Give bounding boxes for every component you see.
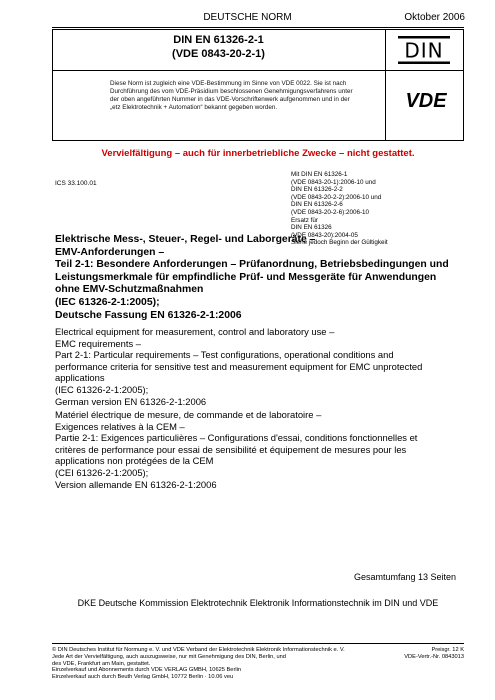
- title-english-line: German version EN 61326-2-1:2006: [55, 395, 207, 407]
- vde-distribution-number: VDE-Vertr.-Nr. 0843013: [404, 653, 464, 660]
- title-german-line: (IEC 61326-2-1:2005);: [55, 296, 160, 308]
- reproduction-notice: Vervielfältigung – auch für innerbetriebliche Zwecke – nicht gestattet.: [101, 148, 415, 159]
- title-english: [55, 326, 475, 407]
- notice-line: Durchführung des vom VDE-Präsidium beschlossenen Genehmigungsverfahrens unter: [110, 88, 353, 95]
- document-number-block: [52, 33, 385, 61]
- footer-line: Einzelverkauf auch durch Beuth Verlag GmbH, 10772 Berlin · 10.06 veu: [52, 674, 234, 681]
- vde-logo-text: VDE: [405, 90, 447, 111]
- title-box-divider-left: [52, 70, 385, 71]
- notice-line: der oben angeführten Nummer in das VDE-Vorschriftenwerk aufgenommen und in der: [110, 96, 350, 103]
- header-norm-type: DEUTSCHE NORM: [203, 12, 292, 23]
- title-english-line: applications: [55, 372, 105, 384]
- title-french-line: critères de performance pour essai de sensibilité et équipement de mesures pour les: [55, 443, 407, 455]
- notice-line: Diese Norm ist zugleich eine VDE-Bestimmung im Sinne von VDE 0022. Sie ist nach: [110, 80, 347, 87]
- vde-logo: [395, 89, 457, 111]
- replacement-line: Siehe jedoch Beginn der Gültigkeit: [291, 239, 388, 247]
- replacement-line: (VDE 0843-20):2004-05: [291, 231, 358, 239]
- footer-copyright: [52, 647, 382, 681]
- replacement-line: Mit DIN EN 61326-1: [291, 171, 348, 178]
- title-english-line: EMC requirements –: [55, 337, 141, 349]
- vde-notice: [110, 80, 380, 112]
- title-french-line: Version allemande EN 61326-2-1:2006: [55, 478, 217, 490]
- footer-price: [404, 647, 464, 661]
- total-pages: Gesamtumfang 13 Seiten: [353, 572, 456, 582]
- title-french-line: (CEI 61326-2-1:2005);: [55, 466, 149, 478]
- title-french: [55, 409, 475, 490]
- title-english-line: Part 2-1: Particular requirements – Test configurations, operational conditions and: [55, 349, 394, 361]
- price-group: Preisgr. 12 K: [431, 647, 464, 653]
- title-french-line: Matériel électrique de mesure, de commande et de laboratoire –: [55, 409, 322, 420]
- title-box-divider-vertical: [385, 29, 386, 141]
- replacement-line: (VDE 0843-20-2-6):2006-10: [291, 208, 370, 216]
- title-box-divider-right: [385, 70, 464, 71]
- footer-line: Einzelverkauf und Abonnements durch VDE VERLAG GMBH, 10625 Berlin: [52, 667, 242, 674]
- title-german-line: Elektrische Mess-, Steuer-, Regel- und Laborgeräte –: [55, 234, 316, 245]
- title-german-line: ohne EMV-Schutzmaßnahmen: [55, 284, 204, 296]
- footer-line: © DIN Deutsches Institut für Normung e. V. und VDE Verband der Elektrotechnik Elektronik Informationstechnik e. V.: [52, 647, 345, 653]
- title-english-line: Electrical equipment for measurement, control and laboratory use –: [55, 326, 335, 337]
- title-german-line: Teil 2-1: Besondere Anforderungen – Prüfanordnung, Betriebsbedingungen und: [55, 259, 449, 271]
- title-french-line: applications non protégées de la CEM: [55, 455, 214, 467]
- title-german: [55, 231, 475, 322]
- footer-rule: [52, 643, 464, 644]
- replacement-line: (VDE 0843-20-1):2006-10 und: [291, 178, 376, 186]
- vde-number: (VDE 0843-20-2-1): [172, 48, 265, 60]
- title-german-line: Deutsche Fassung EN 61326-2-1:2006: [55, 309, 242, 321]
- din-logo: [398, 36, 450, 64]
- document-number: DIN EN 61326-2-1: [173, 34, 264, 46]
- replacement-line: Ersatz für: [291, 216, 318, 224]
- header-date: Oktober 2006: [404, 12, 465, 23]
- header-rule: [52, 27, 464, 28]
- replacement-line: DIN EN 61326-2-6: [291, 201, 343, 209]
- notice-line: „etz Elektrotechnik + Automation“ bekannt gegeben worden.: [110, 104, 278, 111]
- footer-line: Jede Art der Vervielfältigung, auch auszugsweise, nur mit Genehmigung des DIN, Berlin, und: [52, 653, 286, 660]
- replacement-line: DIN EN 61326: [291, 224, 332, 232]
- title-french-line: Exigences relatives à la CEM –: [55, 420, 185, 432]
- replacement-line: (VDE 0843-20-2-2):2006-10 und: [291, 193, 382, 201]
- replacement-line: DIN EN 61326-2-2: [291, 186, 343, 194]
- title-english-line: performance criteria for sensitive test and measurement equipment for EMC unprotected: [55, 360, 423, 372]
- title-german-line: EMV-Anforderungen –: [55, 246, 165, 258]
- dke-line: DKE Deutsche Kommission Elektrotechnik Elektronik Informationstechnik im DIN und VDE: [77, 598, 439, 608]
- din-logo-text: DIN: [404, 38, 444, 63]
- footer-line: des VDE, Frankfurt am Main, gestattet.: [52, 660, 151, 667]
- title-german-line: Leistungsmerkmale für empfindliche Prüf- und Messgeräte für Anwendungen: [55, 271, 437, 283]
- title-english-line: (IEC 61326-2-1:2005);: [55, 383, 149, 395]
- ics-code: ICS 33.100.01: [55, 180, 97, 187]
- title-french-line: Partie 2-1: Exigences particulières – Configurations d'essai, conditions fonctionnelles et: [55, 432, 418, 444]
